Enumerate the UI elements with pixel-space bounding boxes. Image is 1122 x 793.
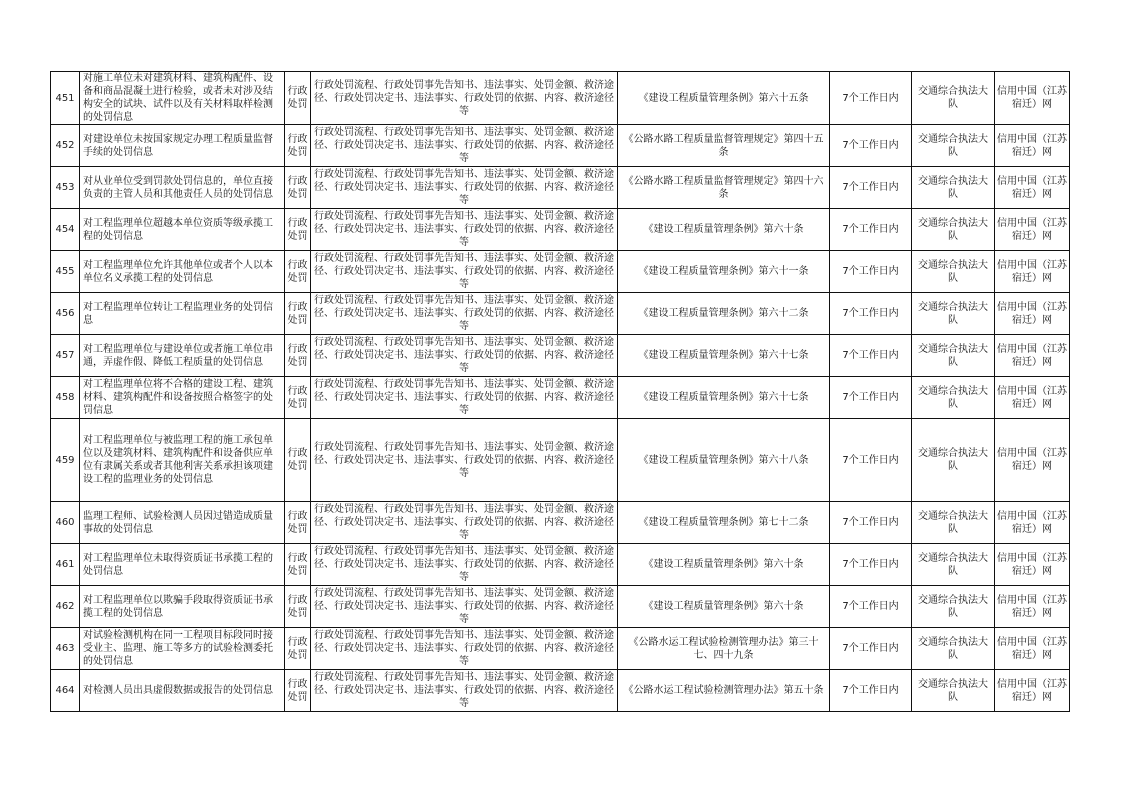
responsible-department: 交通综合执法大队 xyxy=(912,419,995,502)
table-row xyxy=(51,544,1070,586)
legal-basis: 《建设工程质量管理条例》第七十二条 xyxy=(618,502,830,544)
responsible-department: 交通综合执法大队 xyxy=(912,251,995,293)
disclosure-channel: 信用中国（江苏宿迁）网 xyxy=(995,419,1070,502)
legal-basis: 《建设工程质量管理条例》第六十七条 xyxy=(618,377,830,419)
responsible-department: 交通综合执法大队 xyxy=(912,209,995,251)
legal-basis: 《建设工程质量管理条例》第六十条 xyxy=(618,544,830,586)
disclosure-time-limit: 7个工作日内 xyxy=(830,419,912,502)
disclosure-time-limit: 7个工作日内 xyxy=(830,628,912,670)
disclosure-time-limit: 7个工作日内 xyxy=(830,670,912,712)
disclosure-type: 行政处罚 xyxy=(285,377,311,419)
disclosure-content: 行政处罚流程、行政处罚事先告知书、违法事实、处罚金额、救济途径、行政处罚决定书、违法事实、行政处罚的依据、内容、救济途径等 xyxy=(311,586,618,628)
responsible-department: 交通综合执法大队 xyxy=(912,586,995,628)
disclosure-content: 行政处罚流程、行政处罚事先告知书、违法事实、处罚金额、救济途径、行政处罚决定书、违法事实、行政处罚的依据、内容、救济途径等 xyxy=(311,377,618,419)
disclosure-type: 行政处罚 xyxy=(285,251,311,293)
disclosure-type: 行政处罚 xyxy=(285,586,311,628)
table-row xyxy=(51,167,1070,209)
disclosure-content: 行政处罚流程、行政处罚事先告知书、违法事实、处罚金额、救济途径、行政处罚决定书、违法事实、行政处罚的依据、内容、救济途径等 xyxy=(311,670,618,712)
disclosure-matter: 对工程监理单位将不合格的建设工程、建筑材料、建筑构配件和设备按照合格签字的处罚信息 xyxy=(80,377,285,419)
disclosure-channel: 信用中国（江苏宿迁）网 xyxy=(995,628,1070,670)
disclosure-content: 行政处罚流程、行政处罚事先告知书、违法事实、处罚金额、救济途径、行政处罚决定书、违法事实、行政处罚的依据、内容、救济途径等 xyxy=(311,72,618,125)
disclosure-time-limit: 7个工作日内 xyxy=(830,251,912,293)
disclosure-type: 行政处罚 xyxy=(285,419,311,502)
disclosure-channel: 信用中国（江苏宿迁）网 xyxy=(995,670,1070,712)
disclosure-type: 行政处罚 xyxy=(285,72,311,125)
disclosure-content: 行政处罚流程、行政处罚事先告知书、违法事实、处罚金额、救济途径、行政处罚决定书、违法事实、行政处罚的依据、内容、救济途径等 xyxy=(311,335,618,377)
disclosure-channel: 信用中国（江苏宿迁）网 xyxy=(995,251,1070,293)
disclosure-type: 行政处罚 xyxy=(285,544,311,586)
disclosure-type: 行政处罚 xyxy=(285,125,311,167)
row-number: 458 xyxy=(51,377,80,419)
legal-basis: 《公路水路工程质量监督管理规定》第四十六条 xyxy=(618,167,830,209)
legal-basis: 《建设工程质量管理条例》第六十五条 xyxy=(618,72,830,125)
disclosure-type: 行政处罚 xyxy=(285,502,311,544)
legal-basis: 《建设工程质量管理条例》第六十条 xyxy=(618,586,830,628)
disclosure-channel: 信用中国（江苏宿迁）网 xyxy=(995,125,1070,167)
disclosure-channel: 信用中国（江苏宿迁）网 xyxy=(995,586,1070,628)
disclosure-matter: 对检测人员出具虚假数据或报告的处罚信息 xyxy=(80,670,285,712)
disclosure-time-limit: 7个工作日内 xyxy=(830,586,912,628)
row-number: 451 xyxy=(51,72,80,125)
table-body xyxy=(51,72,1070,712)
table-row xyxy=(51,670,1070,712)
row-number: 459 xyxy=(51,419,80,502)
disclosure-type: 行政处罚 xyxy=(285,670,311,712)
legal-basis: 《建设工程质量管理条例》第六十一条 xyxy=(618,251,830,293)
row-number: 457 xyxy=(51,335,80,377)
disclosure-time-limit: 7个工作日内 xyxy=(830,502,912,544)
disclosure-type: 行政处罚 xyxy=(285,628,311,670)
disclosure-content: 行政处罚流程、行政处罚事先告知书、违法事实、处罚金额、救济途径、行政处罚决定书、违法事实、行政处罚的依据、内容、救济途径等 xyxy=(311,544,618,586)
disclosure-content: 行政处罚流程、行政处罚事先告知书、违法事实、处罚金额、救济途径、行政处罚决定书、违法事实、行政处罚的依据、内容、救济途径等 xyxy=(311,125,618,167)
disclosure-matter: 对工程监理单位允许其他单位或者个人以本单位名义承揽工程的处罚信息 xyxy=(80,251,285,293)
disclosure-content: 行政处罚流程、行政处罚事先告知书、违法事实、处罚金额、救济途径、行政处罚决定书、违法事实、行政处罚的依据、内容、救济途径等 xyxy=(311,628,618,670)
table-row xyxy=(51,335,1070,377)
table-row xyxy=(51,72,1070,125)
disclosure-type: 行政处罚 xyxy=(285,293,311,335)
disclosure-time-limit: 7个工作日内 xyxy=(830,293,912,335)
table-row xyxy=(51,293,1070,335)
table-row xyxy=(51,586,1070,628)
disclosure-channel: 信用中国（江苏宿迁）网 xyxy=(995,544,1070,586)
row-number: 453 xyxy=(51,167,80,209)
table-row xyxy=(51,502,1070,544)
disclosure-matter: 对工程监理单位与被监理工程的施工承包单位以及建筑材料、建筑构配件和设备供应单位有隶属关系或者其他利害关系承担该项建设工程的监理业务的处罚信息 xyxy=(80,419,285,502)
disclosure-type: 行政处罚 xyxy=(285,209,311,251)
disclosure-matter: 对试验检测机构在同一工程项目标段同时接受业主、监理、施工等多方的试验检测委托的处罚信息 xyxy=(80,628,285,670)
disclosure-content: 行政处罚流程、行政处罚事先告知书、违法事实、处罚金额、救济途径、行政处罚决定书、违法事实、行政处罚的依据、内容、救济途径等 xyxy=(311,251,618,293)
disclosure-time-limit: 7个工作日内 xyxy=(830,167,912,209)
row-number: 460 xyxy=(51,502,80,544)
responsible-department: 交通综合执法大队 xyxy=(912,544,995,586)
responsible-department: 交通综合执法大队 xyxy=(912,72,995,125)
responsible-department: 交通综合执法大队 xyxy=(912,502,995,544)
responsible-department: 交通综合执法大队 xyxy=(912,293,995,335)
legal-basis: 《公路水路工程质量监督管理规定》第四十五条 xyxy=(618,125,830,167)
disclosure-time-limit: 7个工作日内 xyxy=(830,377,912,419)
responsible-department: 交通综合执法大队 xyxy=(912,335,995,377)
disclosure-matter: 对工程监理单位与建设单位或者施工单位串通，弄虚作假、降低工程质量的处罚信息 xyxy=(80,335,285,377)
table-row xyxy=(51,377,1070,419)
row-number: 463 xyxy=(51,628,80,670)
responsible-department: 交通综合执法大队 xyxy=(912,377,995,419)
table-row xyxy=(51,419,1070,502)
row-number: 455 xyxy=(51,251,80,293)
disclosure-channel: 信用中国（江苏宿迁）网 xyxy=(995,502,1070,544)
disclosure-content: 行政处罚流程、行政处罚事先告知书、违法事实、处罚金额、救济途径、行政处罚决定书、违法事实、行政处罚的依据、内容、救济途径等 xyxy=(311,209,618,251)
disclosure-matter: 对建设单位未按国家规定办理工程质量监督手续的处罚信息 xyxy=(80,125,285,167)
row-number: 464 xyxy=(51,670,80,712)
responsible-department: 交通综合执法大队 xyxy=(912,125,995,167)
disclosure-table xyxy=(50,71,1070,712)
disclosure-matter: 对从业单位受到罚款处罚信息的，单位直接负责的主管人员和其他责任人员的处罚信息 xyxy=(80,167,285,209)
disclosure-time-limit: 7个工作日内 xyxy=(830,125,912,167)
table-row xyxy=(51,251,1070,293)
disclosure-matter: 对工程监理单位转让工程监理业务的处罚信息 xyxy=(80,293,285,335)
disclosure-content: 行政处罚流程、行政处罚事先告知书、违法事实、处罚金额、救济途径、行政处罚决定书、违法事实、行政处罚的依据、内容、救济途径等 xyxy=(311,502,618,544)
disclosure-time-limit: 7个工作日内 xyxy=(830,72,912,125)
disclosure-channel: 信用中国（江苏宿迁）网 xyxy=(995,167,1070,209)
disclosure-channel: 信用中国（江苏宿迁）网 xyxy=(995,209,1070,251)
disclosure-content: 行政处罚流程、行政处罚事先告知书、违法事实、处罚金额、救济途径、行政处罚决定书、违法事实、行政处罚的依据、内容、救济途径等 xyxy=(311,293,618,335)
disclosure-time-limit: 7个工作日内 xyxy=(830,544,912,586)
legal-basis: 《建设工程质量管理条例》第六十八条 xyxy=(618,419,830,502)
legal-basis: 《建设工程质量管理条例》第六十七条 xyxy=(618,335,830,377)
responsible-department: 交通综合执法大队 xyxy=(912,628,995,670)
disclosure-content: 行政处罚流程、行政处罚事先告知书、违法事实、处罚金额、救济途径、行政处罚决定书、违法事实、行政处罚的依据、内容、救济途径等 xyxy=(311,167,618,209)
row-number: 452 xyxy=(51,125,80,167)
disclosure-time-limit: 7个工作日内 xyxy=(830,209,912,251)
disclosure-matter: 对工程监理单位超越本单位资质等级承揽工程的处罚信息 xyxy=(80,209,285,251)
legal-basis: 《公路水运工程试验检测管理办法》第三十七、四十九条 xyxy=(618,628,830,670)
row-number: 454 xyxy=(51,209,80,251)
disclosure-type: 行政处罚 xyxy=(285,335,311,377)
legal-basis: 《建设工程质量管理条例》第六十二条 xyxy=(618,293,830,335)
disclosure-channel: 信用中国（江苏宿迁）网 xyxy=(995,293,1070,335)
table-row xyxy=(51,209,1070,251)
disclosure-channel: 信用中国（江苏宿迁）网 xyxy=(995,377,1070,419)
legal-basis: 《建设工程质量管理条例》第六十条 xyxy=(618,209,830,251)
legal-basis: 《公路水运工程试验检测管理办法》第五十条 xyxy=(618,670,830,712)
disclosure-content: 行政处罚流程、行政处罚事先告知书、违法事实、处罚金额、救济途径、行政处罚决定书、违法事实、行政处罚的依据、内容、救济途径等 xyxy=(311,419,618,502)
responsible-department: 交通综合执法大队 xyxy=(912,167,995,209)
row-number: 456 xyxy=(51,293,80,335)
disclosure-matter: 对施工单位未对建筑材料、建筑构配件、设备和商品混凝土进行检验，或者未对涉及结构安全的试块、试件以及有关材料取样检测的处罚信息 xyxy=(80,72,285,125)
table-row xyxy=(51,628,1070,670)
table-row xyxy=(51,125,1070,167)
disclosure-matter: 对工程监理单位未取得资质证书承揽工程的处罚信息 xyxy=(80,544,285,586)
row-number: 461 xyxy=(51,544,80,586)
disclosure-channel: 信用中国（江苏宿迁）网 xyxy=(995,335,1070,377)
disclosure-matter: 对工程监理单位以欺骗手段取得资质证书承揽工程的处罚信息 xyxy=(80,586,285,628)
disclosure-type: 行政处罚 xyxy=(285,167,311,209)
responsible-department: 交通综合执法大队 xyxy=(912,670,995,712)
disclosure-time-limit: 7个工作日内 xyxy=(830,335,912,377)
row-number: 462 xyxy=(51,586,80,628)
disclosure-channel: 信用中国（江苏宿迁）网 xyxy=(995,72,1070,125)
disclosure-matter: 监理工程师、试验检测人员因过错造成质量事故的处罚信息 xyxy=(80,502,285,544)
